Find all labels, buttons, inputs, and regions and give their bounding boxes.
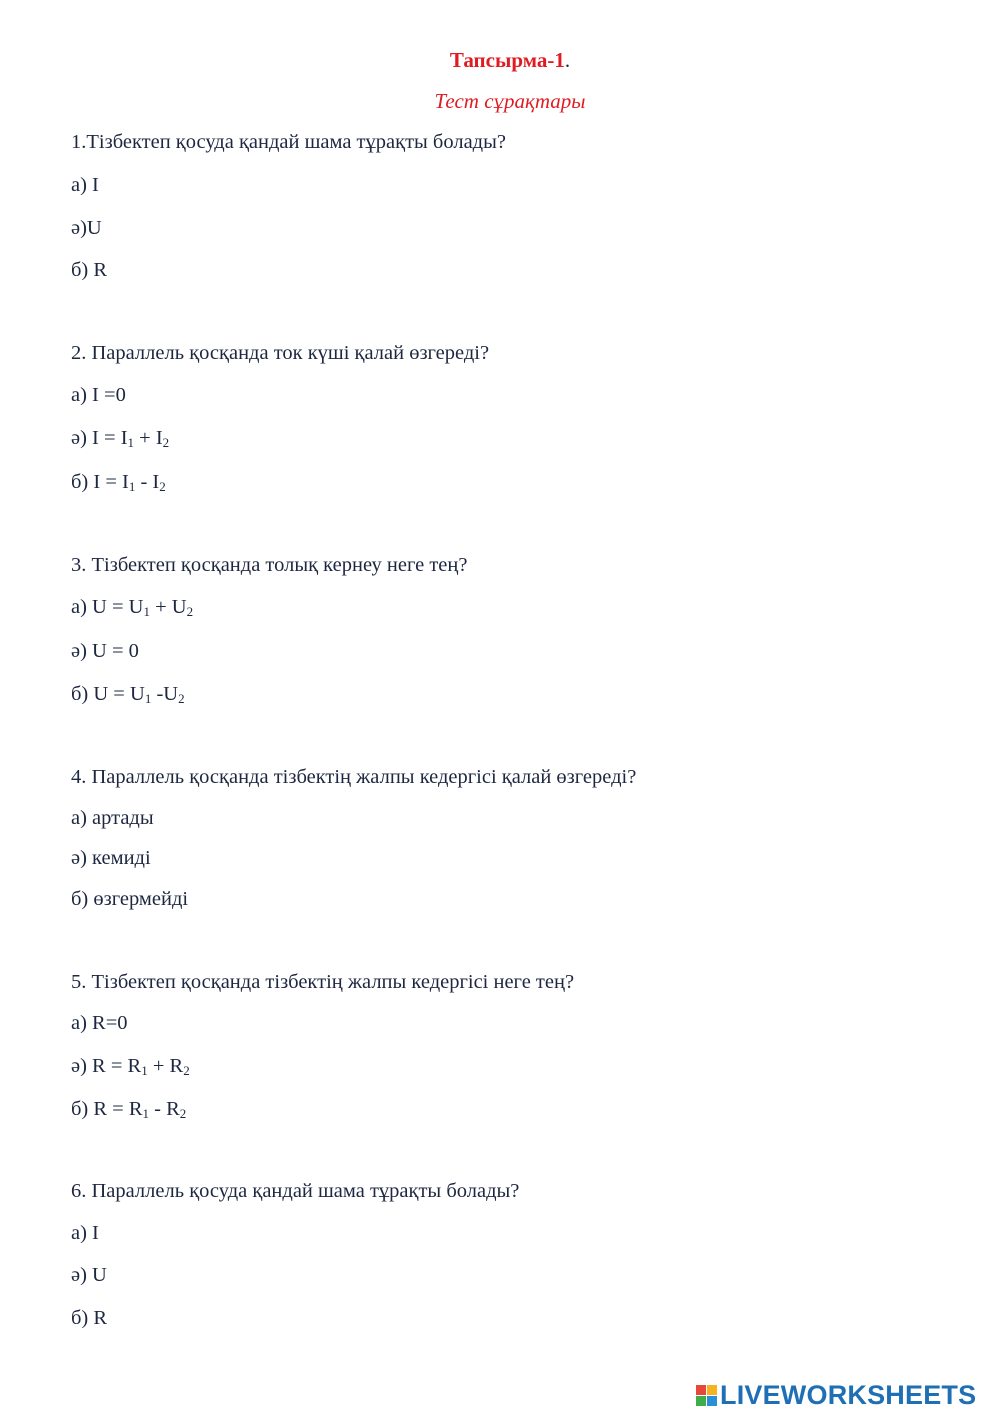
question-4: 4. Параллель қосқанда тізбектің жалпы кедергісі қалай өзгереді? (71, 766, 637, 788)
question-2: 2. Параллель қосқанда ток күші қалай өзгереді? (71, 342, 490, 364)
page-subtitle: Тест сұрақтары (434, 89, 586, 113)
q1-option-a: а) I (71, 174, 99, 196)
q3-option-b: б) $U = U_1$ $-U_2$ (71, 683, 185, 706)
q1-option-b: б) R (71, 259, 108, 281)
question-5: 5. Тізбектеп қосқанда тізбектің жалпы кедергісі неге тең? (71, 971, 575, 993)
q4-option-b: б) өзгермейді (71, 888, 189, 910)
title-text: Тапсырма-1 (449, 48, 565, 72)
q4-option-a: а) артады (71, 807, 154, 829)
q6-option-b: б) R (71, 1307, 108, 1329)
logo-square-2 (707, 1385, 717, 1395)
logo-square-4 (707, 1396, 717, 1406)
q6-option-ae: ә) U (71, 1264, 107, 1286)
question-6: 6. Параллель қосуда қандай шама тұрақты болады? (71, 1180, 520, 1202)
q5-option-ae: ә) $R = R_1 + R_2$ (71, 1055, 190, 1078)
q5-option-b: б) $R = R_1 - R_2$ (71, 1098, 187, 1121)
q6-option-a: а) I (71, 1222, 99, 1244)
page-title (0, 48, 1000, 73)
logo-square-1 (696, 1385, 706, 1395)
q2-option-b: б) $I = I_1 - I_2$ (71, 471, 166, 494)
q4-option-ae: ә) кемиді (71, 847, 151, 869)
q2-option-a: а) I =0 (71, 384, 126, 406)
liveworksheets-logo-text: LIVEWORKSHEETS (720, 1379, 977, 1410)
question-1: 1.Тізбектеп қосуда қандай шама тұрақты болады? (71, 131, 506, 153)
q3-option-ae: ә) U = 0 (71, 640, 139, 662)
q2-option-ae: ә) $I = I_1 + I_2$ (71, 427, 170, 450)
q3-option-a: а) $U = U_1 + U_2$ (71, 596, 194, 619)
question-3: 3. Тізбектеп қосқанда толық кернеу неге тең? (71, 554, 468, 576)
liveworksheets-watermark (696, 1380, 976, 1410)
q5-option-a: а) R=0 (71, 1012, 128, 1034)
logo-square-3 (696, 1396, 706, 1406)
q1-option-ae: ә)U (71, 217, 102, 239)
liveworksheets-logo-icon (696, 1385, 717, 1406)
title-dot: . (564, 48, 571, 72)
